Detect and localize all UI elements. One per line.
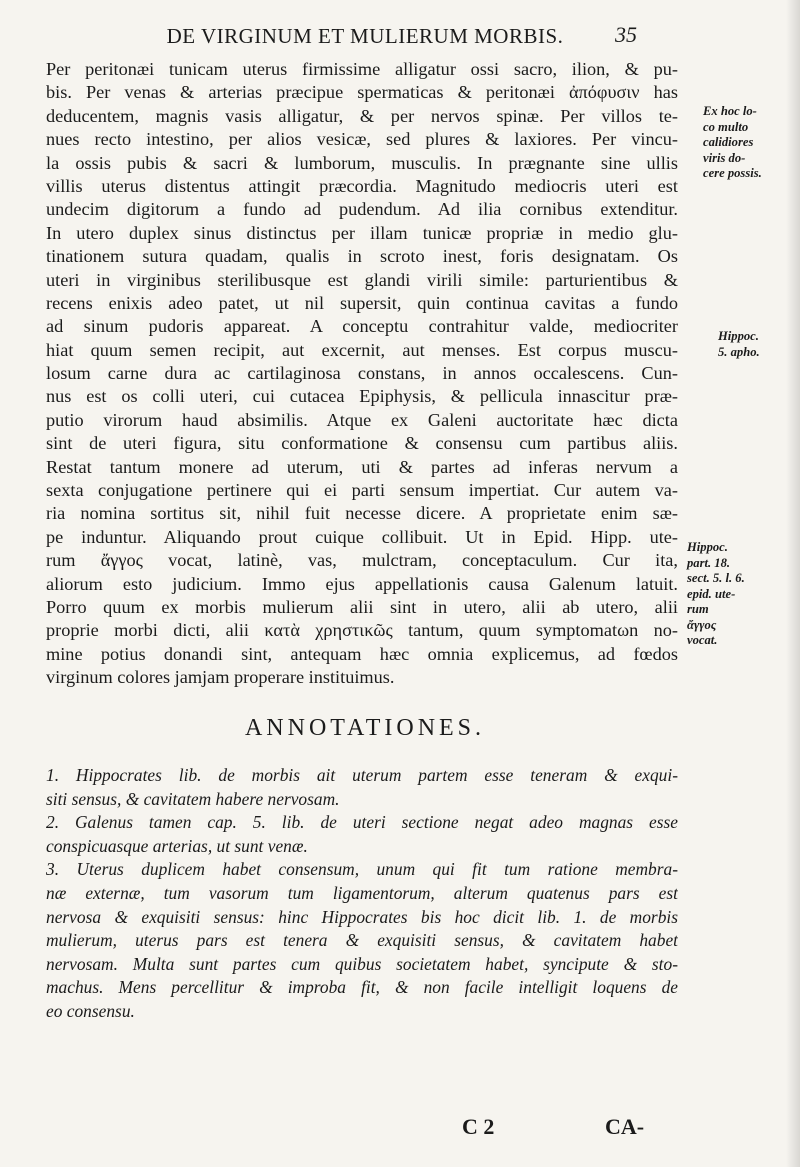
main-text-block [46,58,678,690]
text-line: rum ἄγγος vocat, latinè, vas, mulctram, conceptaculum. Cur ita, [46,550,678,571]
text-line: bis. Per venas & arterias præcipue spermaticas & peritonæi ἀπόφυσιν has [46,82,678,103]
margin-note-line: vocat. [687,633,718,647]
annotation-line: næ externæ, tum vasorum tum ligamentorum, alterum quatenus pars est [46,882,678,903]
annotation-line: 2. Galenus tamen cap. 5. lib. de uteri sectione negat adeo magnas esse [46,812,678,833]
annotation-line: nervosa & exquisiti sensus: hinc Hippocrates bis hoc dicit lib. 1. de morbis [46,906,678,927]
annotations-heading: ANNOTATIONES. [244,715,486,741]
annotation-line: mulierum, uterus pars est tenera & exquisiti sensus, & cavitatem habet [46,930,678,951]
margin-note-line: epid. ute- [687,586,736,601]
annotation-line: eo consensu. [46,1000,135,1021]
margin-note-1 [703,104,785,182]
margin-note-line: Hippoc. [687,540,728,554]
text-line: pe induntur. Aliquando prout cuique collibuit. Ut in Epid. Hipp. ute- [46,526,678,547]
text-line: Restat tantum monere ad uterum, uti & partes ad inferas nervum a [46,456,678,477]
text-line: undecim digitorum a fundo ad pudendum. Ad ilia cornibus extenditur. [46,199,678,220]
text-line: la ossis pubis & sacri & lumborum, musculis. In prægnante sine ullis [46,152,678,173]
text-line: sexta conjugatione pertinere qui ei parti sensum impertiat. Cur autem va- [46,480,678,501]
text-line: deducentem, magnis vasis alligatur, & per nervos spinæ. Per villos te- [46,105,678,126]
text-line: ad sinum pudoris appareat. A conceptu contrahitur valde, mediocriter [46,316,678,337]
margin-note-line: ἄγγος [687,617,717,632]
margin-note-line: calidiores [703,135,754,149]
text-line: hiat quum semen recipit, aut excernit, aut menses. Est corpus muscu- [46,339,678,360]
text-line: recens enixis adeo patet, ut nil supersit, quin continua cavitas a fundo [46,292,678,313]
margin-note-line: viris do- [703,150,746,165]
page-number: 35 [615,22,637,47]
text-line: Porro quum ex morbis mulierum alii sint in utero, alii ab utero, alii [46,596,678,617]
text-line: villis uterus distentus attingit præcordia. Magnitudo mediocris uteri est [46,175,678,196]
text-line: ria nomina sortitus sit, nihil fuit necesse dicere. A proprietate enim sæ- [46,503,678,524]
text-line: uteri in virginibus sterilibusque est glandi virili simile: parturientibus & [46,269,678,290]
annotation-line: 3. Uterus duplicem habet consensum, unum qui fit tum ratione membra- [46,859,678,880]
margin-note-line: sect. 5. l. 6. [687,571,745,585]
page-edge-shadow [786,0,800,1167]
annotation-line: conspicuasque arterias, ut sunt venæ. [46,835,308,856]
text-line: proprie morbi dicti, alii κατὰ χρηστικῶς tantum, quum symptomatωn no- [46,620,678,641]
margin-note-line: cere possis. [703,166,762,180]
text-line: sint de uteri figura, situ conformatione & consensu cum partibus aliis. [46,433,678,454]
margin-note-line: rum [687,602,709,616]
margin-note-line: Hippoc. [718,329,759,343]
margin-note-line: 5. apho. [718,344,760,359]
text-line: tinationem sutura quadam, qualis in scroto inest, foris designatam. Os [46,246,678,267]
annotation-line: siti sensus, & cavitatem habere nervosam. [46,788,340,809]
running-title: DE VIRGINUM ET MULIERUM MORBIS. [166,24,564,48]
catchword: CA- [605,1114,645,1139]
margin-note-3 [687,540,769,649]
text-line: nus est os colli uteri, cui cutacea Epiphysis, & pellicula innascitur præ- [46,386,678,407]
signature-mark: C 2 [462,1114,495,1139]
margin-note-line: Ex hoc lo- [703,104,757,118]
text-line: virginum colores jamjam properare instituimus. [46,667,395,688]
text-line: aliorum esto judicium. Immo ejus appellationis causa Galenum latuit. [46,573,678,594]
annotation-line: nervosam. Multa sunt partes cum quibus societatem habet, syncipute & sto- [46,953,678,974]
annotations-block [46,764,678,1024]
annotation-line: 1. Hippocrates lib. de morbis ait uterum partem esse teneram & exqui- [46,765,678,785]
text-line: putio virorum haud absimilis. Atque ex Galeni auctoritate hæc dicta [46,409,678,430]
margin-note-line: co multo [703,119,749,134]
text-line: Per peritonæi tunicam uterus firmissime alligatur ossi sacro, ilion, & pu- [46,59,678,79]
text-line: mine potius donandi sint, antequam hæc omnia explicemus, ad fœdos [46,643,678,664]
margin-note-line: part. 18. [687,555,731,570]
annotation-line: machus. Mens percellitur & improba fit, & non facile intelligit loquens de [46,977,678,998]
text-line: nues recto intestino, per alios vesicæ, sed plures & laxiores. Per vincu- [46,129,678,150]
text-line: losum carne dura ac cartilaginosa constans, in annos occalescens. Cun- [46,363,678,384]
text-line: In utero duplex sinus distinctus per illam tunicæ propriæ in medio glu- [46,222,678,243]
